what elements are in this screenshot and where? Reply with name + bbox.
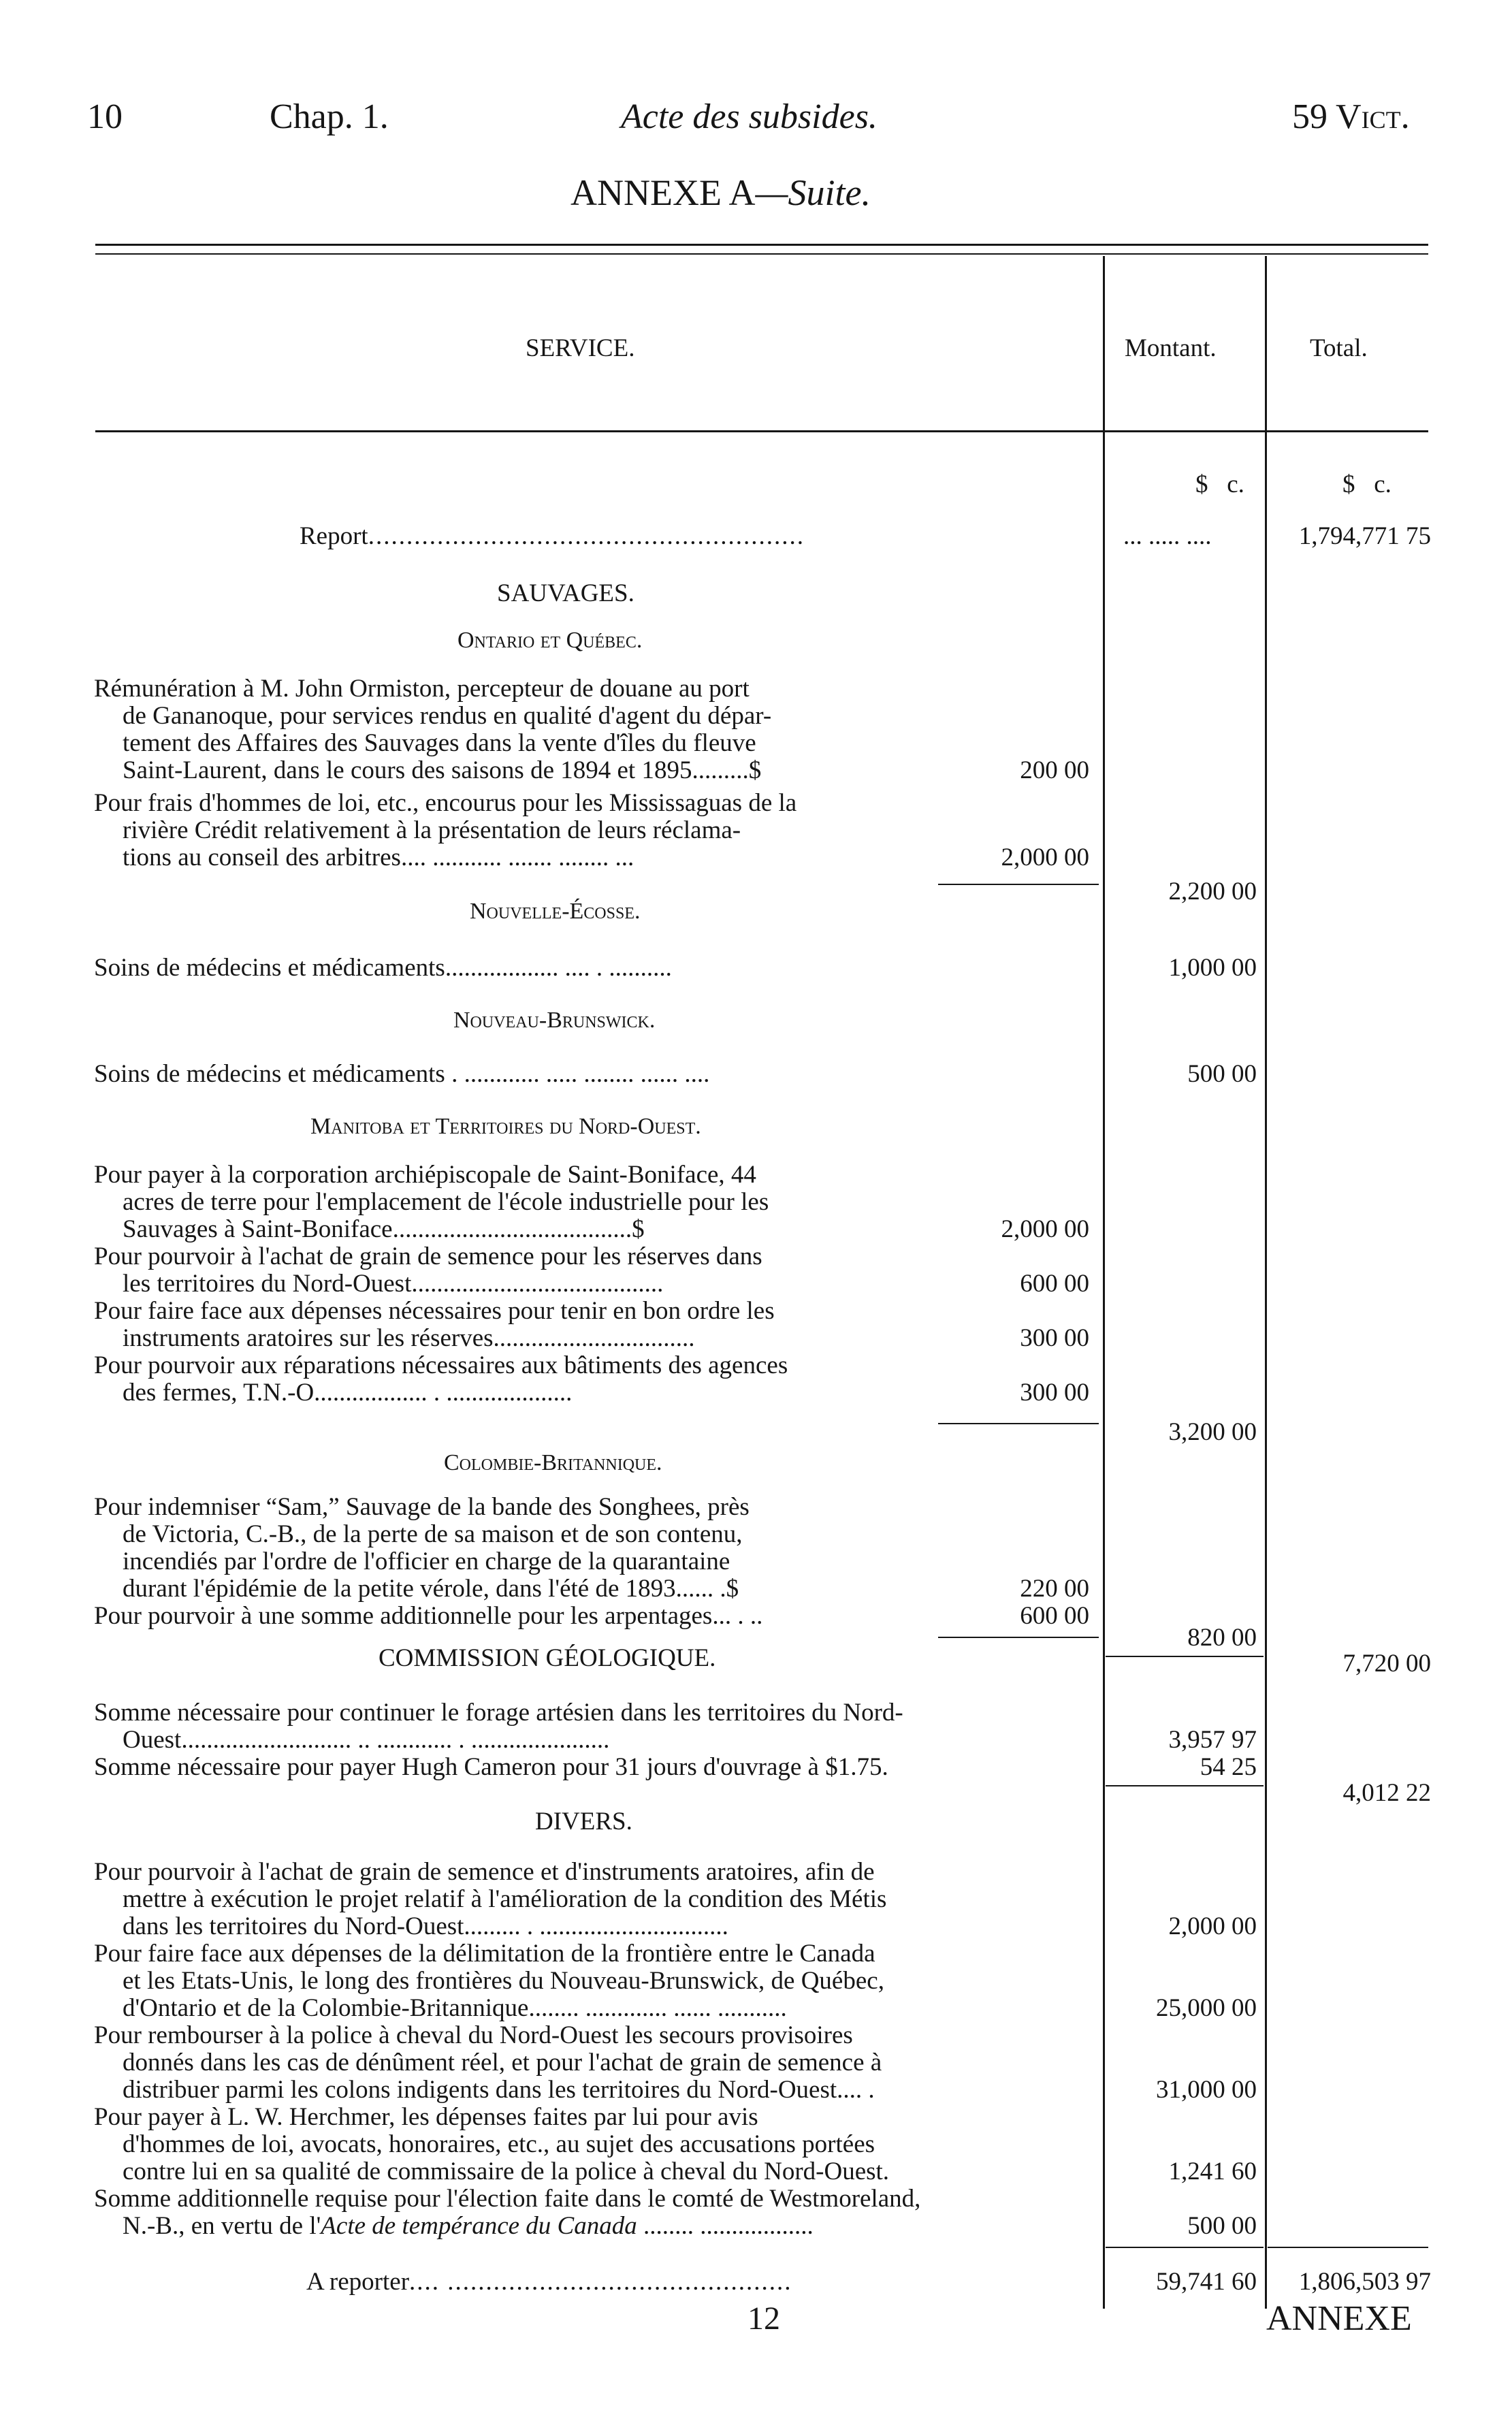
colombie-item2-amount: 600 00: [1020, 1602, 1089, 1630]
ontario-item1-line1: Rémunération à M. John Ormiston, percepteur de douane au port: [94, 675, 750, 703]
subsection-colombie: Colombie-Britannique.: [444, 1450, 662, 1475]
colombie-subtotal: 820 00: [1187, 1624, 1257, 1652]
nouveau-brunswick-line: Soins de médecins et médicaments . ............ ..... ........ ...... ....: [94, 1060, 710, 1088]
divers-item2-line1: Pour faire face aux dépenses de la délimitation de la frontière entre le Canada: [94, 1940, 875, 1968]
report-label: [300, 523, 805, 550]
divers-item5-tail: ........ ..................: [637, 2212, 814, 2240]
chapter-label: Chap. 1.: [270, 97, 389, 136]
manitoba-item1-line3: Sauvages à Saint-Boniface......................................$: [123, 1215, 645, 1243]
subsection-nouvelle-ecosse: Nouvelle-Écosse.: [470, 899, 641, 924]
divers-item4-line1: Pour payer à L. W. Herchmer, les dépenses faites par lui pour avis: [94, 2103, 758, 2131]
manitoba-item4-line1: Pour pourvoir aux réparations nécessaires aux bâtiments des agences: [94, 1351, 788, 1379]
top-rule-thin: [95, 253, 1428, 255]
divers-item1-amount: 2,000 00: [1168, 1912, 1257, 1940]
manitoba-item3-line1: Pour faire face aux dépenses nécessaires pour tenir en bon ordre les: [94, 1297, 775, 1325]
report-total: 1,794,771 75: [1298, 522, 1431, 550]
commission-total-rule: [1106, 1785, 1264, 1786]
ontario-item1-line2: de Gananoque, pour services rendus en qualité d'agent du dépar-: [123, 702, 772, 730]
divers-item1-line2: mettre à exécution le projet relatif à l'amélioration de la condition des Métis: [123, 1885, 887, 1913]
signature-mark: 12: [747, 2300, 780, 2337]
divers-item4-amount: 1,241 60: [1168, 2158, 1257, 2185]
ontario-item1-line4: Saint-Laurent, dans le cours des saisons de 1894 et 1895.........$: [123, 756, 762, 784]
total-units: $ c.: [1342, 470, 1392, 498]
ontario-subtotal: 2,200 00: [1168, 878, 1257, 905]
divers-item3-amount: 31,000 00: [1156, 2076, 1257, 2104]
ontario-item2-line2: rivière Crédit relativement à la présentation de leurs réclama-: [123, 816, 741, 844]
section-divers: DIVERS.: [535, 1808, 632, 1835]
act-reference: Acte de tempérance du Canada: [321, 2212, 637, 2240]
column-header-service: SERVICE.: [526, 334, 635, 362]
a-reporter-total: 1,806,503 97: [1298, 2268, 1431, 2296]
manitoba-subtotal: 3,200 00: [1168, 1418, 1257, 1446]
manitoba-item1-amount: 2,000 00: [1001, 1215, 1089, 1243]
manitoba-item2-line1: Pour pourvoir à l'achat de grain de semence pour les réserves dans: [94, 1242, 762, 1270]
manitoba-item1-line2: acres de terre pour l'emplacement de l'école industrielle pour les: [123, 1188, 769, 1216]
a-reporter-text: A reporter: [306, 2268, 410, 2296]
divers-item3-line2: donnés dans les cas de dénûment réel, et pour l'achat de grain de semence à: [123, 2049, 882, 2077]
divers-item5-prefix: N.-B., en vertu de l': [123, 2212, 321, 2240]
ontario-subtotal-rule: [938, 884, 1099, 885]
act-title: Acte des subsides.: [621, 97, 878, 136]
top-rule: [95, 244, 1428, 246]
annex-heading: [570, 172, 871, 214]
annex-suffix: —Suite.: [755, 172, 871, 213]
header-rule: [95, 430, 1428, 432]
manitoba-item3-amount: 300 00: [1020, 1324, 1089, 1352]
ontario-item2-line1: Pour frais d'hommes de loi, etc., encourus pour les Mississaguas de la: [94, 789, 797, 817]
manitoba-item2-amount: 600 00: [1020, 1270, 1089, 1298]
divers-item2-line2: et les Etats-Unis, le long des frontières du Nouveau-Brunswick, de Québec,: [123, 1967, 884, 1995]
reporter-rule-montant: [1106, 2247, 1264, 2248]
divers-item5-line1: Somme additionnelle requise pour l'élection faite dans le comté de Westmoreland,: [94, 2185, 921, 2213]
divers-item5-line2: [123, 2213, 814, 2240]
divers-item3-line3: distribuer parmi les colons indigents dans les territoires du Nord-Ouest.... .: [123, 2076, 875, 2104]
manitoba-item3-line2: instruments aratoires sur les réserves................................: [123, 1324, 695, 1352]
ontario-item1-amount: 200 00: [1020, 756, 1089, 784]
nouvelle-ecosse-amount: 1,000 00: [1168, 954, 1257, 982]
divers-item1-line3: dans les territoires du Nord-Ouest......... . ..............................: [123, 1912, 728, 1940]
column-header-total: Total.: [1310, 334, 1368, 362]
colombie-item1-line3: incendiés par l'ordre de l'officier en charge de la quarantaine: [123, 1548, 730, 1575]
section-sauvages: SAUVAGES.: [497, 579, 634, 607]
leader-dots: .........................................................: [368, 522, 805, 550]
colombie-item1-line4: durant l'épidémie de la petite vérole, dans l'été de 1893...... .$: [123, 1575, 739, 1603]
column-divider-total: [1265, 256, 1267, 2309]
report-montant-dots: ... ..... ....: [1123, 522, 1212, 550]
manitoba-subtotal-rule: [938, 1423, 1099, 1424]
divers-item5-amount: 500 00: [1187, 2212, 1257, 2240]
ontario-item1-line3: tement des Affaires des Sauvages dans la vente d'îles du fleuve: [123, 729, 756, 757]
divers-item3-line1: Pour rembourser à la police à cheval du Nord-Ouest les secours provisoires: [94, 2021, 853, 2049]
subsection-manitoba: Manitoba et Territoires du Nord-Ouest.: [310, 1114, 701, 1139]
commission-item2-line: Somme nécessaire pour payer Hugh Cameron pour 31 jours d'ouvrage à $1.75.: [94, 1753, 888, 1781]
divers-item4-line2: d'hommes de loi, avocats, honoraires, etc., au sujet des accusations portées: [123, 2130, 875, 2158]
nouveau-brunswick-amount: 500 00: [1187, 1060, 1257, 1088]
ontario-item2-line3: tions au conseil des arbitres.... ........... ....... ........ ...: [123, 844, 634, 871]
colombie-item2-line: Pour pourvoir à une somme additionnelle pour les arpentages... . ..: [94, 1602, 763, 1630]
divers-item2-line3: d'Ontario et de la Colombie-Britannique........ ............. ...... ...........: [123, 1994, 787, 2022]
colombie-subtotal-rule: [938, 1637, 1099, 1638]
commission-item1-line1: Somme nécessaire pour continuer le forage artésien dans les territoires du Nord-: [94, 1699, 903, 1727]
manitoba-item4-line2: des fermes, T.N.-O.................. . ....................: [123, 1379, 573, 1407]
a-reporter-montant: 59,741 60: [1156, 2268, 1257, 2296]
leader-dots: .... .............................................: [409, 2268, 792, 2296]
commission-item2-amount: 54 25: [1200, 1753, 1257, 1781]
reign-label: 59 Vict.: [1292, 97, 1410, 136]
ontario-item2-amount: 2,000 00: [1001, 844, 1089, 871]
sauvages-total: 7,720 00: [1342, 1650, 1431, 1678]
manitoba-item1-line1: Pour payer à la corporation archiépiscopale de Saint-Boniface, 44: [94, 1161, 756, 1189]
report-text: Report: [300, 522, 368, 550]
colombie-item1-line1: Pour indemniser “Sam,” Sauvage de la bande des Songhees, près: [94, 1493, 750, 1521]
reporter-rule-total: [1268, 2247, 1428, 2248]
montant-units: $ c.: [1195, 470, 1244, 498]
section-commission-geologique: COMMISSION GÉOLOGIQUE.: [379, 1644, 716, 1672]
commission-total: 4,012 22: [1342, 1779, 1431, 1807]
divers-item2-amount: 25,000 00: [1156, 1994, 1257, 2022]
commission-item1-line2: Ouest........................... .. ............ . ......................: [123, 1726, 610, 1754]
column-divider-montant: [1103, 256, 1105, 2309]
manitoba-item4-amount: 300 00: [1020, 1379, 1089, 1407]
nouvelle-ecosse-line: Soins de médecins et médicaments.................. .... . ..........: [94, 954, 672, 982]
page-number: 10: [87, 97, 123, 136]
subsection-nouveau-brunswick: Nouveau-Brunswick.: [453, 1008, 656, 1033]
colombie-item1-amount: 220 00: [1020, 1575, 1089, 1603]
colombie-item1-line2: de Victoria, C.-B., de la perte de sa maison et de son contenu,: [123, 1520, 743, 1548]
column-header-montant: Montant.: [1125, 334, 1217, 362]
divers-item1-line1: Pour pourvoir à l'achat de grain de semence et d'instruments aratoires, afin de: [94, 1858, 875, 1886]
sauvages-total-rule: [1106, 1656, 1264, 1657]
annex-title: ANNEXE A: [570, 172, 756, 213]
catchword: ANNEXE: [1266, 2299, 1412, 2338]
subsection-ontario-quebec: Ontario et Québec.: [457, 628, 643, 653]
a-reporter-label: [306, 2268, 792, 2296]
manitoba-item2-line2: les territoires du Nord-Ouest........................................: [123, 1270, 664, 1298]
divers-item4-line3: contre lui en sa qualité de commissaire de la police à cheval du Nord-Ouest.: [123, 2158, 890, 2185]
commission-item1-amount: 3,957 97: [1168, 1726, 1257, 1754]
